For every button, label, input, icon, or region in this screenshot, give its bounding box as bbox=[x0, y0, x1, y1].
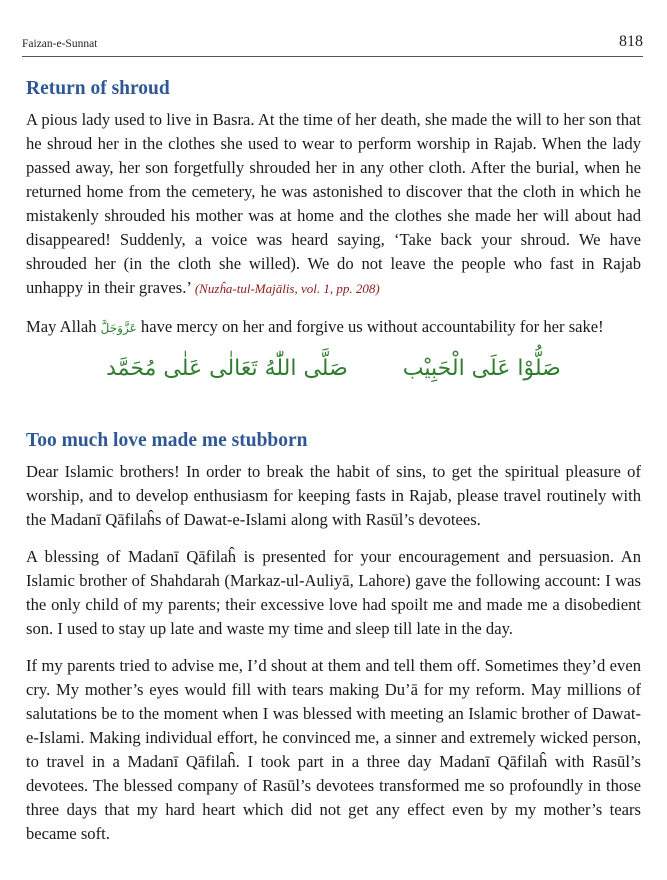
paragraph-invitation: Dear Islamic brothers! In order to break the habit of sins, to get the spiritual pleasure of worship, and to develop enthusiasm for keeping fasts in Rajab, please travel routinely with the Madanī Qāfilaĥs of Dawat-e-Islami along with Rasūl’s devotees. bbox=[26, 462, 641, 529]
page-number: 818 bbox=[619, 33, 643, 50]
running-header bbox=[22, 30, 643, 54]
section-heading-stubborn: Too much love made me stubborn bbox=[26, 430, 308, 451]
dua-text-start: May Allah bbox=[26, 317, 97, 336]
dua-text-end: have mercy on her and forgive us without accountability for her sake! bbox=[140, 317, 604, 336]
arabic-honorific: عَزَّوَجَلَّ bbox=[100, 321, 137, 335]
paragraph-shroud-story bbox=[26, 108, 641, 301]
header-divider bbox=[22, 56, 643, 57]
section-heading-shroud: Return of shroud bbox=[26, 78, 170, 99]
book-title: Faizan-e-Sunnat bbox=[22, 38, 98, 50]
citation-reference: (Nuzĥa-tul-Majālis, vol. 1, pp. 208) bbox=[194, 281, 380, 296]
salawat-call: صَلُّوْا عَلَى الْحَبِيْب bbox=[402, 356, 561, 381]
paragraph-testimony: If my parents tried to advise me, I’d shout at them and tell them off. Sometimes they’d even cry. My mother’s eyes would fill with tears making Du’ā for my reform. May millions of salutations be to the moment when I was blessed with meeting an Islamic brother of Dawat-e-Islami. Making individual effort, he convinced me, a sinner and extremely wicked person, to travel in a Madanī Qāfilaĥ. I took part in a three day Madanī Qāfilaĥ with Rasūl’s devotees. The blessed company of Rasūl’s devotees transformed me so profoundly in those three days that my hard heart which did not get any effect even by my mother’s tears became soft. bbox=[26, 656, 641, 843]
paragraph-blessing: A blessing of Madanī Qāfilaĥ is presented for your encouragement and persuasion. An Islamic brother of Shahdarah (Markaz-ul-Auliyā, Lahore) gave the following account: I was the only child of my parents; their excessive love had spoilt me and made me a disobedient son. I used to stay up late and waste my time and sleep till late in the day. bbox=[26, 547, 641, 638]
shroud-story-text: A pious lady used to live in Basra. At the time of her death, she made the will to her son that he shroud her in the clothes she used to wear to perform worship in Rajab. When the lady passed away, her son forgetfully shrouded her in any other cloth. After the burial, when he returned home from the cemetery, he was astonished to discover that the cloth in which he mistakenly shrouded his mother was at home and the clothes she made her will about had disappeared! Suddenly, a voice was heard saying, ‘Take back your shroud. We have shrouded her (in the cloth she willed). We do not leave the people who fast in Rajab unhappy in their graves.’ bbox=[26, 110, 641, 297]
paragraph-dua bbox=[26, 315, 641, 340]
salawat-calligraphy bbox=[0, 356, 667, 396]
salawat-response: صَلَّى اللّٰهُ تَعَالٰى عَلٰى مُحَمَّد bbox=[106, 356, 348, 381]
